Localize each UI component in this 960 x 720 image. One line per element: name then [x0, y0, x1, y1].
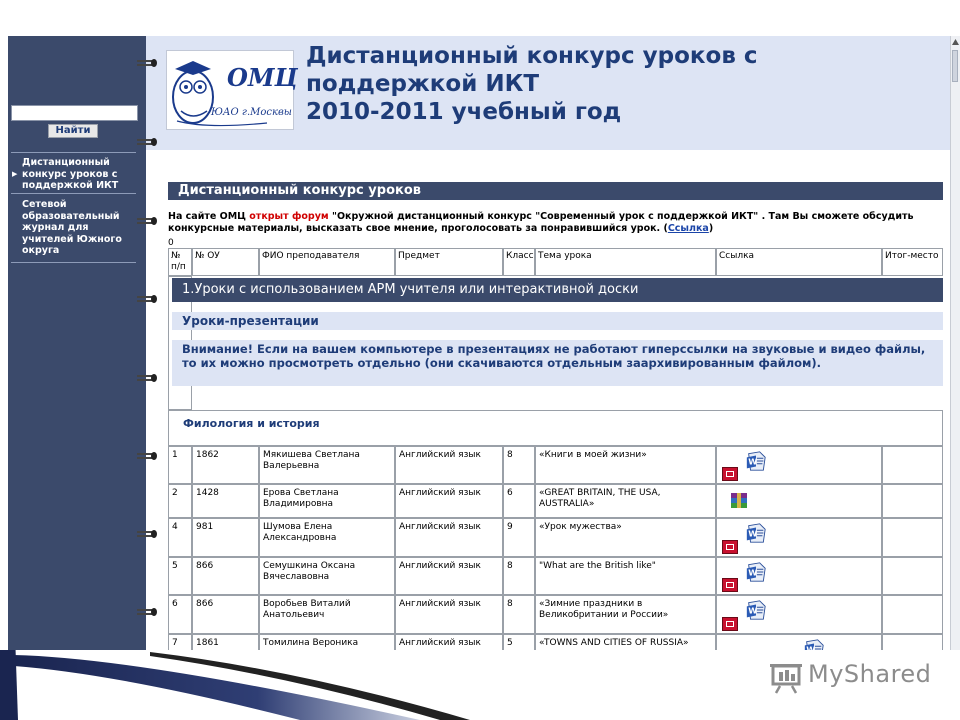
teacher-name: Воробьев Виталий Анатольевич	[259, 595, 395, 634]
nav-divider	[11, 152, 136, 153]
column-header-link: Ссылка	[716, 248, 882, 276]
powerpoint-file-icon[interactable]	[722, 578, 738, 592]
slide-top-margin	[0, 0, 960, 36]
notice-text: )	[708, 223, 714, 234]
brand-text: MyShared	[808, 660, 932, 688]
sidebar-item-network-journal[interactable]	[11, 199, 136, 257]
lesson-topic: «Зимние праздники в Великобритании и России»	[535, 595, 716, 634]
subcategory-band: Уроки-презентации	[172, 312, 943, 330]
svg-text:W: W	[748, 605, 758, 616]
binder-ring-icon	[137, 372, 159, 384]
vertical-scrollbar[interactable]	[950, 36, 960, 650]
word-file-icon[interactable]	[745, 560, 767, 584]
nav-divider	[11, 193, 136, 194]
teacher-name: Ерова Светлана Владимировна	[259, 484, 395, 518]
search-button[interactable]: Найти	[48, 124, 98, 138]
subject: Английский язык	[395, 518, 503, 557]
notice-text: "Окружной дистанционный конкурс "Современный урок с поддержкой ИКТ" . Там Вы сможете обсудить конкурсные материалы, высказать свое мнение, проголосовать за понравившийся урок. (	[168, 211, 914, 234]
logo-subtitle: ЮАО г.Москвы	[211, 107, 292, 118]
header-band	[146, 36, 950, 150]
row-number: 6	[168, 595, 192, 634]
lesson-topic: «GREAT BRITAIN, THE USA, AUSTRALIA»	[535, 484, 716, 518]
powerpoint-file-icon[interactable]	[722, 467, 738, 481]
subject: Английский язык	[395, 484, 503, 518]
svg-text:W: W	[748, 528, 758, 539]
row-number: 1	[168, 446, 192, 484]
powerpoint-file-icon[interactable]	[722, 540, 738, 554]
column-header-subject: Предмет	[395, 248, 503, 276]
title-line: Дистанционный конкурс уроков с	[306, 43, 758, 69]
grade: 5	[503, 634, 535, 650]
grade: 6	[503, 484, 535, 518]
page-title	[306, 42, 946, 126]
triangle-right-icon: ▶	[12, 170, 18, 178]
row-number: 4	[168, 518, 192, 557]
svg-text:W: W	[748, 456, 758, 467]
final-place	[882, 484, 943, 518]
forum-link[interactable]: открыт форум	[249, 211, 329, 222]
warning-band: Внимание! Если на вашем компьютере в презентациях не работают гиперссылки на звуковые и видео файлы, то их можно просмотреть отдельно (они скачиваются отдельным заархивированным файлом).	[172, 340, 943, 386]
sidebar	[8, 36, 146, 650]
lesson-links[interactable]	[716, 484, 882, 518]
school-number: 1862	[192, 446, 259, 484]
binder-ring-icon	[137, 528, 159, 540]
school-number: 866	[192, 557, 259, 595]
teacher-name: Мякишева Светлана Валерьевна	[259, 446, 395, 484]
search-input[interactable]	[11, 105, 138, 121]
final-place	[882, 557, 943, 595]
sidebar-item-label: Дистанционный конкурс уроков с поддержкой ИКТ	[22, 157, 119, 191]
section-title: Дистанционный конкурс уроков	[168, 182, 943, 200]
logo-text: ОМЦ	[227, 63, 298, 92]
archive-file-icon[interactable]	[729, 491, 749, 511]
lesson-links[interactable]	[716, 446, 882, 484]
binder-ring-icon	[137, 57, 159, 69]
row-number: 5	[168, 557, 192, 595]
final-place	[882, 518, 943, 557]
subject: Английский язык	[395, 557, 503, 595]
subject: Английский язык	[395, 634, 503, 650]
category-band: 1.Уроки с использованием АРМ учителя или интерактивной доски	[172, 278, 943, 302]
column-header-number: № п/п	[168, 248, 192, 276]
lesson-links[interactable]	[716, 595, 882, 634]
sidebar-item-label: Сетевой образовательный журнал для учителей Южного округа	[22, 199, 122, 256]
binder-ring-icon	[137, 606, 159, 618]
scroll-thumb[interactable]	[952, 50, 958, 82]
grade: 8	[503, 557, 535, 595]
word-file-icon[interactable]	[803, 637, 825, 650]
final-place	[882, 595, 943, 634]
lesson-links[interactable]	[716, 557, 882, 595]
omc-logo	[166, 50, 298, 130]
subject: Английский язык	[395, 446, 503, 484]
column-header-grade: Класс	[503, 248, 535, 276]
final-place	[882, 634, 943, 650]
svg-text:W: W	[748, 567, 758, 578]
lesson-links[interactable]	[716, 518, 882, 557]
notice-text: На сайте ОМЦ	[168, 211, 250, 222]
column-header-teacher: ФИО преподавателя	[259, 248, 395, 276]
counter-text: 0	[168, 238, 174, 248]
school-number: 866	[192, 595, 259, 634]
word-file-icon[interactable]	[745, 521, 767, 545]
column-header-place: Итог-место	[882, 248, 943, 276]
school-number: 1428	[192, 484, 259, 518]
sidebar-item-ikt-contest[interactable]	[11, 157, 136, 192]
column-header-school: № ОУ	[192, 248, 259, 276]
title-line: поддержкой ИКТ	[306, 71, 540, 97]
teacher-name: Семушкина Оксана Вячеславовна	[259, 557, 395, 595]
forum-reference-link[interactable]: Ссылка	[667, 223, 709, 234]
word-file-icon[interactable]	[745, 598, 767, 622]
binder-ring-icon	[137, 136, 159, 148]
teacher-name: Томилина Вероника	[259, 634, 395, 650]
grade: 8	[503, 595, 535, 634]
lesson-topic: "What are the British like"	[535, 557, 716, 595]
binder-ring-icon	[137, 215, 159, 227]
word-file-icon[interactable]	[745, 449, 767, 473]
teacher-name: Шумова Елена Александровна	[259, 518, 395, 557]
presentation-board-icon	[770, 662, 804, 694]
subject: Английский язык	[395, 595, 503, 634]
lesson-topic: «Урок мужества»	[535, 518, 716, 557]
column-header-topic: Тема урока	[535, 248, 716, 276]
lesson-links[interactable]	[716, 634, 882, 650]
final-place	[882, 446, 943, 484]
grade: 8	[503, 446, 535, 484]
forum-notice	[168, 211, 946, 235]
lesson-topic: «Книги в моей жизни»	[535, 446, 716, 484]
row-number: 7	[168, 634, 192, 650]
grade: 9	[503, 518, 535, 557]
school-number: 981	[192, 518, 259, 557]
lesson-topic: «TOWNS AND CITIES OF RUSSIA»	[535, 634, 716, 650]
title-line: 2010-2011 учебный год	[306, 99, 622, 125]
row-number: 2	[168, 484, 192, 518]
binder-ring-icon	[137, 293, 159, 305]
school-number: 1861	[192, 634, 259, 650]
category-title: Филология и история	[168, 410, 943, 446]
scroll-up-icon[interactable]	[952, 38, 959, 46]
nav-divider	[11, 262, 136, 263]
binder-ring-icon	[137, 450, 159, 462]
powerpoint-file-icon[interactable]	[722, 617, 738, 631]
main-page	[146, 36, 950, 650]
